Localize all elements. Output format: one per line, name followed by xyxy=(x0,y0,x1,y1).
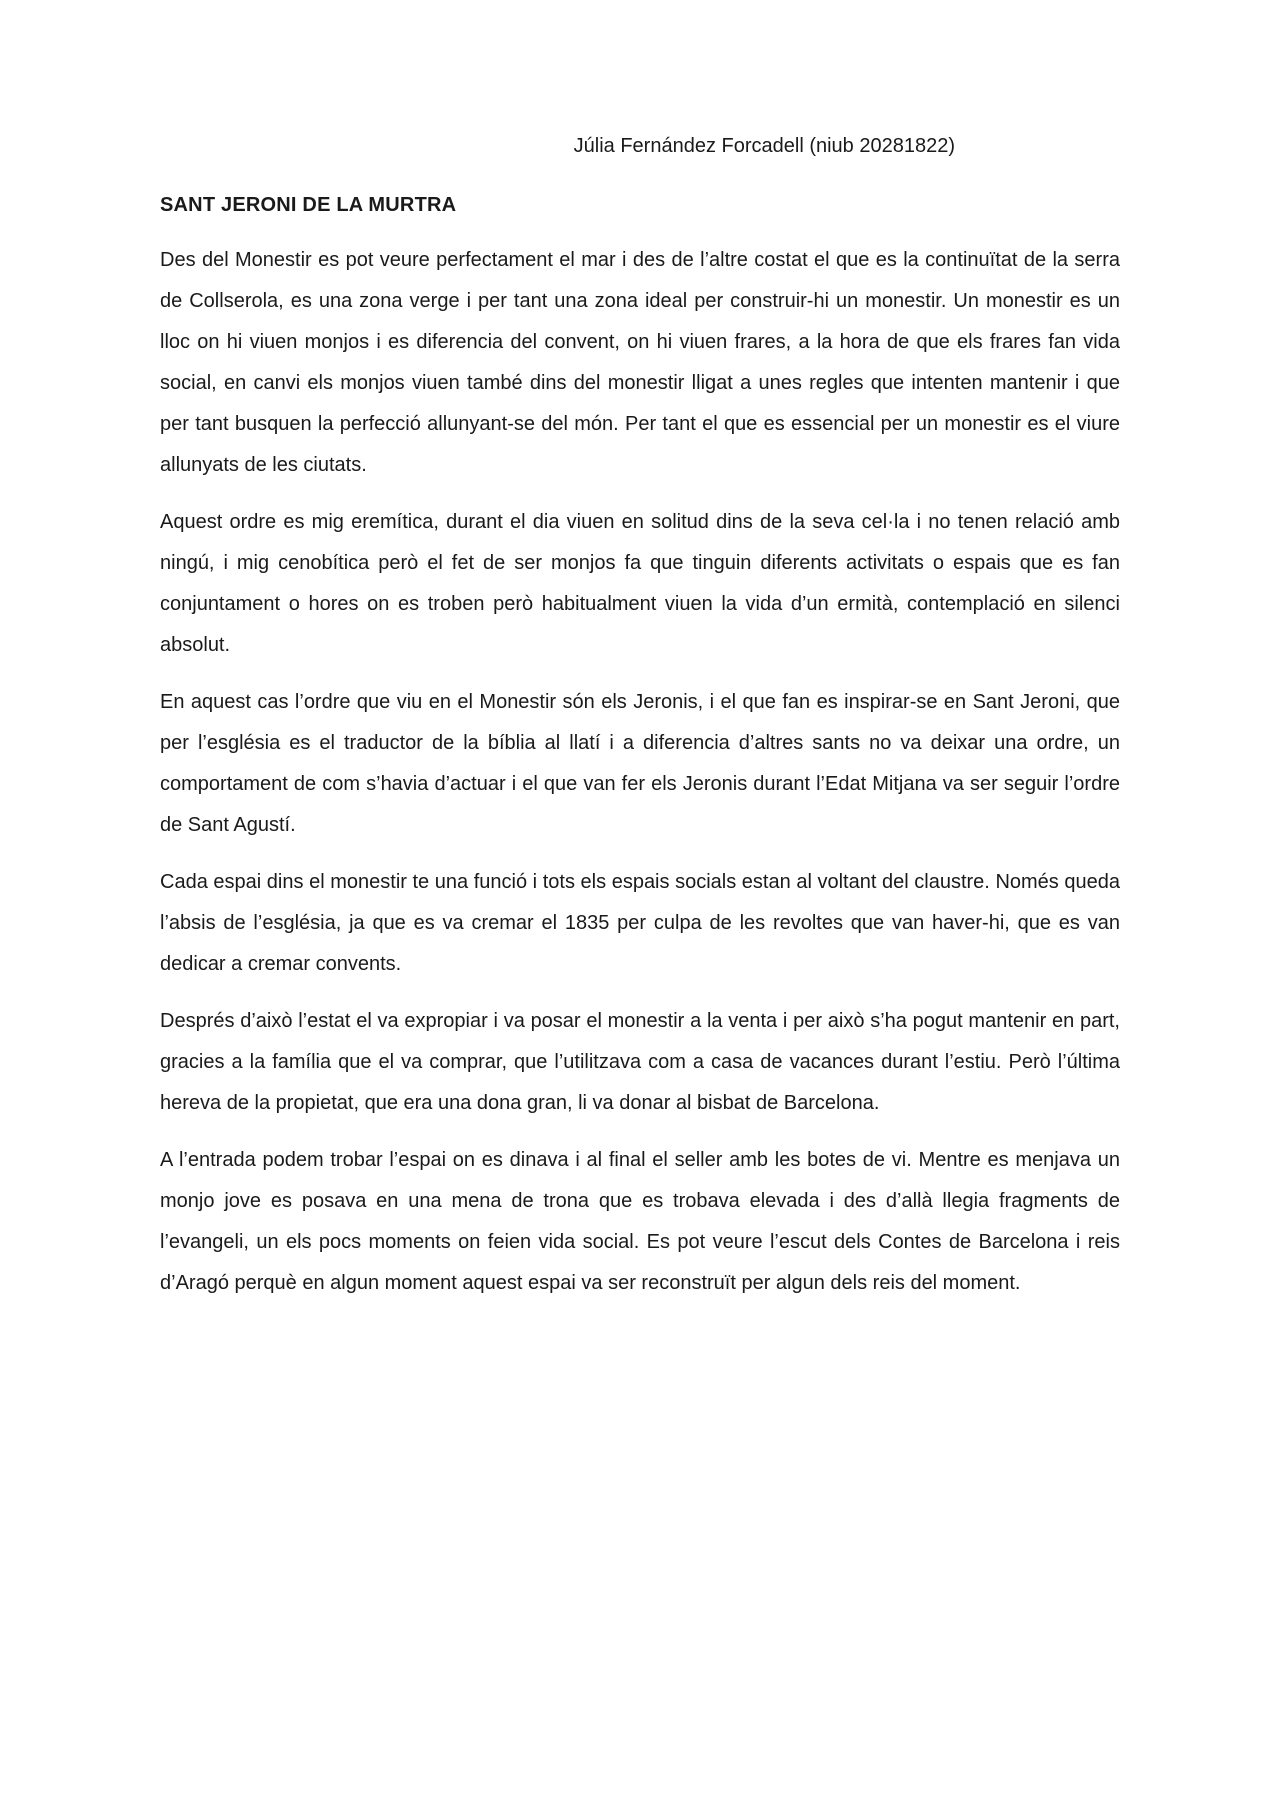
body-paragraph: Des del Monestir es pot veure perfectament el mar i des de l’altre costat el que es la continuïtat de la serra de Collserola, es una zona verge i per tant una zona ideal per construir-hi un monestir. Un monestir es un lloc on hi viuen monjos i es diferencia del convent, on hi viuen frares, a la hora de que els frares fan vida social, en canvi els monjos viuen també dins del monestir lligat a unes regles que intenten mantenir i que per tant busquen la perfecció allunyant-se del món. Per tant el que es essencial per un monestir es el viure allunyats de les ciutats. xyxy=(160,249,1120,476)
body-paragraph: Cada espai dins el monestir te una funció i tots els espais socials estan al voltant del claustre. Només queda l’absis de l’església, ja que es va cremar el 1835 per culpa de les revoltes que van haver-hi, que es van dedicar a cremar convents. xyxy=(160,871,1120,975)
body-paragraph: En aquest cas l’ordre que viu en el Monestir són els Jeronis, i el que fan es inspirar-se en Sant Jeroni, que per l’església es el traductor de la bíblia al llatí i a diferencia d’altres sants no va deixar una ordre, un comportament de com s’havia d’actuar i el que van fer els Jeronis durant l’Edat Mitjana va ser seguir l’ordre de Sant Agustí. xyxy=(160,691,1120,836)
body-paragraph: Aquest ordre es mig eremítica, durant el dia viuen en solitud dins de la seva cel·la i no tenen relació amb ningú, i mig cenobítica però el fet de ser monjos fa que tinguin diferents activitats o espais que es fan conjuntament o hores on es troben però habitualment viuen la vida d’un ermità, contemplació en silenci absolut. xyxy=(160,511,1120,656)
author-line: Júlia Fernández Forcadell (niub 20281822) xyxy=(573,135,955,157)
body-paragraph: A l’entrada podem trobar l’espai on es dinava i al final el seller amb les botes de vi. Mentre es menjava un monjo jove es posava en una mena de trona que es trobava elevada i des d’allà llegia fragments de l’evangeli, un els pocs moments on feien vida social. Es pot veure l’escut dels Contes de Barcelona i reis d’Aragó perquè en algun moment aquest espai va ser reconstruït per algun dels reis del moment. xyxy=(160,1149,1120,1294)
document-title: SANT JERONI DE LA MURTRA xyxy=(160,194,457,216)
body-paragraph: Després d’això l’estat el va expropiar i va posar el monestir a la venta i per això s’ha pogut mantenir en part, gracies a la família que el va comprar, que l’utilitzava com a casa de vacances durant l’estiu. Però l’última hereva de la propietat, que era una dona gran, li va donar al bisbat de Barcelona. xyxy=(160,1010,1120,1114)
